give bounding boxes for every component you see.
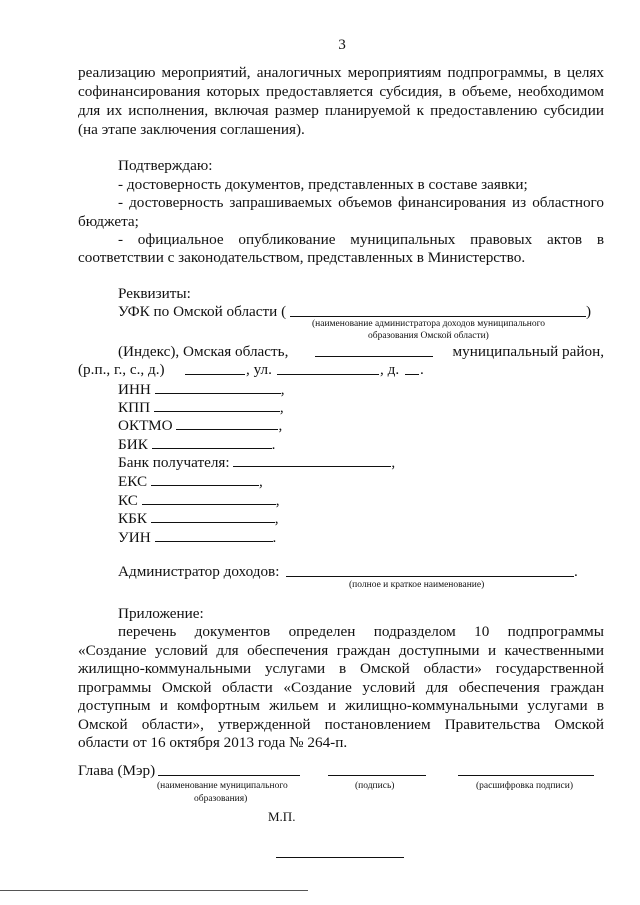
ufk-caption-1: (наименование администратора доходов муниципального bbox=[312, 319, 546, 329]
field-eks-end: , bbox=[258, 473, 263, 490]
address-line-2a: (р.п., г., с., д.) bbox=[78, 361, 165, 378]
admin-end: . bbox=[574, 563, 578, 580]
field-uin bbox=[118, 528, 276, 547]
signature-caption-decode: (расшифровка подписи) bbox=[476, 781, 573, 791]
confirm-item-3-cont: соответствии с законодательством, представленных в Министерство. bbox=[78, 249, 526, 266]
appendix-line-4: программы Омской области «Создание условий для обеспечения граждан bbox=[78, 679, 604, 696]
field-kpp-label: КПП bbox=[118, 399, 151, 416]
address-line-1a: (Индекс), Омская область, bbox=[118, 343, 289, 360]
address-line-2b: , ул. bbox=[246, 361, 272, 378]
signature-label: Глава (Мэр) bbox=[78, 762, 156, 779]
field-oktmo-end: , bbox=[278, 417, 283, 434]
appendix-heading: Приложение: bbox=[118, 605, 204, 622]
field-kpp-blank bbox=[154, 398, 280, 412]
ufk-label: УФК по Омской области ( bbox=[118, 303, 287, 320]
address-settlement-blank bbox=[185, 374, 245, 375]
stamp-label: М.П. bbox=[268, 809, 296, 824]
intro-line-3: для их исполнения, включая размер планируемой к предоставлению субсидии bbox=[78, 102, 604, 119]
signature-decode-blank bbox=[458, 775, 594, 776]
address-street-blank bbox=[277, 374, 379, 375]
field-inn-label: ИНН bbox=[118, 381, 151, 398]
field-oktmo bbox=[118, 416, 282, 435]
address-house-blank bbox=[405, 374, 419, 375]
field-ks-label: КС bbox=[118, 492, 138, 509]
field-uin-label: УИН bbox=[118, 529, 151, 546]
field-bik-end: . bbox=[271, 436, 276, 453]
field-kbk-end: , bbox=[274, 510, 279, 527]
field-inn-blank bbox=[155, 380, 281, 394]
page-number: 3 bbox=[338, 36, 346, 53]
field-eks-blank bbox=[151, 472, 259, 486]
field-uin-end: . bbox=[272, 529, 277, 546]
field-kpp bbox=[118, 398, 284, 417]
footer-rule bbox=[0, 890, 308, 891]
intro-line-4: (на этапе заключения соглашения). bbox=[78, 121, 305, 138]
field-ks-end: , bbox=[275, 492, 280, 509]
ufk-caption-2: образования Омской области) bbox=[368, 331, 489, 341]
admin-caption: (полное и краткое наименование) bbox=[349, 580, 485, 590]
confirm-item-3: - официальное опубликование муниципальных правовых актов в bbox=[118, 231, 604, 248]
admin-blank bbox=[286, 576, 574, 577]
admin-label: Администратор доходов: bbox=[118, 563, 280, 580]
field-kpp-end: , bbox=[279, 399, 284, 416]
signature-caption-name-1: (наименование муниципального bbox=[157, 781, 288, 791]
field-ks-blank bbox=[142, 491, 276, 505]
field-uin-blank bbox=[155, 528, 273, 542]
field-inn-end: , bbox=[280, 381, 285, 398]
field-bik bbox=[118, 435, 275, 454]
field-bik-label: БИК bbox=[118, 436, 148, 453]
ufk-blank bbox=[290, 316, 586, 317]
field-bik-blank bbox=[152, 435, 272, 449]
confirm-item-1: - достоверность документов, представленных в составе заявки; bbox=[118, 176, 528, 193]
field-kbk-blank bbox=[151, 509, 275, 523]
appendix-line-1: перечень документов определен подразделом 10 подпрограммы bbox=[118, 623, 604, 640]
confirm-item-2-cont: бюджета; bbox=[78, 213, 139, 230]
field-oktmo-blank bbox=[176, 416, 278, 430]
field-ks bbox=[118, 491, 279, 510]
appendix-line-3: жилищно-коммунальными услугами в Омской области» государственной bbox=[78, 660, 604, 677]
confirm-heading: Подтверждаю: bbox=[118, 157, 213, 174]
bottom-separator bbox=[276, 857, 404, 858]
signature-name-blank bbox=[158, 775, 300, 776]
appendix-line-2: «Создание условий для обеспечения граждан доступными и качественными bbox=[78, 642, 604, 659]
confirm-item-2: - достоверность запрашиваемых объемов финансирования из областного bbox=[118, 194, 604, 211]
field-kbk-label: КБК bbox=[118, 510, 147, 527]
field-eks bbox=[118, 472, 263, 491]
ufk-close: ) bbox=[586, 303, 592, 320]
intro-line-2: софинансирования которых предоставляется субсидия, в объеме, необходимом bbox=[78, 83, 604, 100]
appendix-line-6: Омской области», утвержденной постановлением Правительства Омской bbox=[78, 716, 604, 733]
field-kbk bbox=[118, 509, 279, 528]
field-eks-label: ЕКС bbox=[118, 473, 148, 490]
requisites-heading: Реквизиты: bbox=[118, 285, 191, 302]
address-line-1b: муниципальный район, bbox=[452, 343, 604, 360]
field-bank bbox=[118, 453, 395, 472]
signature-sign-blank bbox=[328, 775, 426, 776]
field-oktmo-label: ОКТМО bbox=[118, 417, 173, 434]
field-inn bbox=[118, 380, 285, 399]
signature-caption-sign: (подпись) bbox=[355, 781, 395, 791]
field-bank-label: Банк получателя: bbox=[118, 454, 230, 471]
signature-caption-name-2: образования) bbox=[194, 794, 248, 804]
address-line-2c: , д. bbox=[380, 361, 400, 378]
address-line-2d: . bbox=[420, 361, 424, 378]
address-region-blank bbox=[315, 356, 433, 357]
appendix-line-5: доступным и комфортным жильем и жилищно-коммунальными услугами в bbox=[78, 697, 604, 714]
field-bank-end: , bbox=[391, 454, 396, 471]
field-bank-blank bbox=[233, 453, 391, 467]
intro-line-1: реализацию мероприятий, аналогичных мероприятиям подпрограммы, в целях bbox=[78, 64, 604, 81]
appendix-line-7: области от 16 октября 2013 года № 264-п. bbox=[78, 734, 348, 751]
